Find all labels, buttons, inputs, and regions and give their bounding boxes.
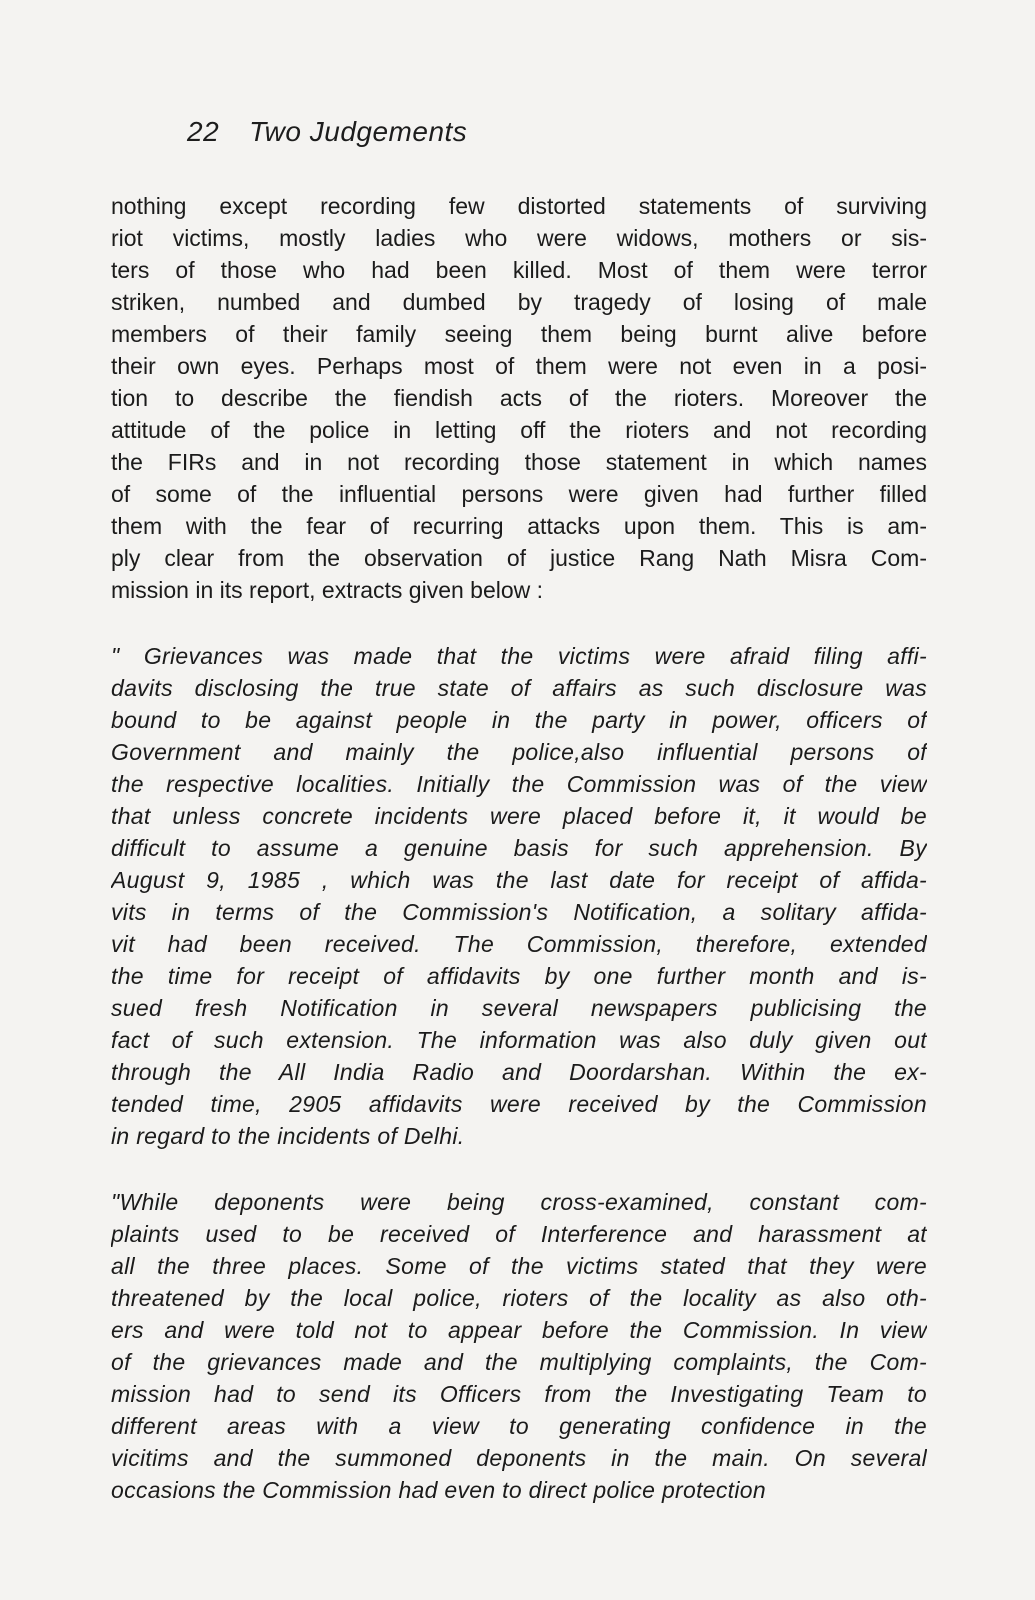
text-line: "While deponents were being cross-examined, constant com-: [111, 1189, 927, 1215]
quoted-paragraph: [111, 640, 927, 1152]
text-line: different areas with a view to generating confidence in the: [111, 1413, 927, 1439]
text-line: ers and were told not to appear before the Commission. In view: [111, 1317, 927, 1343]
text-line: the FIRs and in not recording those statement in which names: [111, 449, 927, 475]
text-line: all the three places. Some of the victims stated that they were: [111, 1253, 927, 1279]
page-number: 22: [187, 116, 220, 147]
text-line: Government and mainly the police,also influential persons of: [111, 739, 927, 765]
text-line: davits disclosing the true state of affairs as such disclosure was: [111, 675, 927, 701]
text-line: of the grievances made and the multiplying complaints, the Com-: [111, 1349, 927, 1375]
text-line: ply clear from the observation of justice Rang Nath Misra Com-: [111, 545, 927, 571]
text-line: their own eyes. Perhaps most of them were not even in a posi-: [111, 353, 927, 379]
text-line: vit had been received. The Commission, therefore, extended: [111, 931, 927, 957]
text-line: sued fresh Notification in several newspapers publicising the: [111, 995, 927, 1021]
text-line: vits in terms of the Commission's Notification, a solitary affida-: [111, 899, 927, 925]
text-line: tended time, 2905 affidavits were received by the Commission: [111, 1091, 927, 1117]
text-line: nothing except recording few distorted statements of surviving: [111, 193, 927, 219]
text-line: August 9, 1985 , which was the last date for receipt of affida-: [111, 867, 927, 893]
book-title: Two Judgements: [249, 116, 468, 147]
text-line: striken, numbed and dumbed by tragedy of losing of male: [111, 289, 927, 315]
text-line: in regard to the incidents of Delhi.: [111, 1123, 465, 1149]
text-line: members of their family seeing them being burnt alive before: [111, 321, 927, 347]
text-line: difficult to assume a genuine basis for such apprehension. By: [111, 835, 927, 861]
text-line: threatened by the local police, rioters of the locality as also oth-: [111, 1285, 927, 1311]
paragraph-list: [111, 190, 927, 1506]
text-line: that unless concrete incidents were placed before it, it would be: [111, 803, 927, 829]
text-line: tion to describe the fiendish acts of the rioters. Moreover the: [111, 385, 927, 411]
running-head: [187, 116, 467, 148]
text-line: occasions the Commission had even to direct police protection: [111, 1477, 766, 1503]
text-line: " Grievances was made that the victims were afraid filing affi-: [111, 643, 927, 669]
text-line: attitude of the police in letting off the rioters and not recording: [111, 417, 927, 443]
text-line: ters of those who had been killed. Most of them were terror: [111, 257, 927, 283]
text-line: them with the fear of recurring attacks upon them. This is am-: [111, 513, 927, 539]
text-line: mission had to send its Officers from the Investigating Team to: [111, 1381, 927, 1407]
text-line: the respective localities. Initially the Commission was of the view: [111, 771, 927, 797]
text-line: vicitims and the summoned deponents in the main. On several: [111, 1445, 927, 1471]
body-paragraph: [111, 190, 927, 606]
text-line: through the All India Radio and Doordarshan. Within the ex-: [111, 1059, 927, 1085]
text-line: of some of the influential persons were given had further filled: [111, 481, 927, 507]
page-body: [111, 190, 927, 1540]
text-line: mission in its report, extracts given below :: [111, 577, 544, 603]
text-line: the time for receipt of affidavits by one further month and is-: [111, 963, 927, 989]
quoted-paragraph: [111, 1186, 927, 1506]
text-line: plaints used to be received of Interference and harassment at: [111, 1221, 927, 1247]
text-line: bound to be against people in the party in power, officers of: [111, 707, 927, 733]
text-line: fact of such extension. The information was also duly given out: [111, 1027, 927, 1053]
text-line: riot victims, mostly ladies who were widows, mothers or sis-: [111, 225, 927, 251]
